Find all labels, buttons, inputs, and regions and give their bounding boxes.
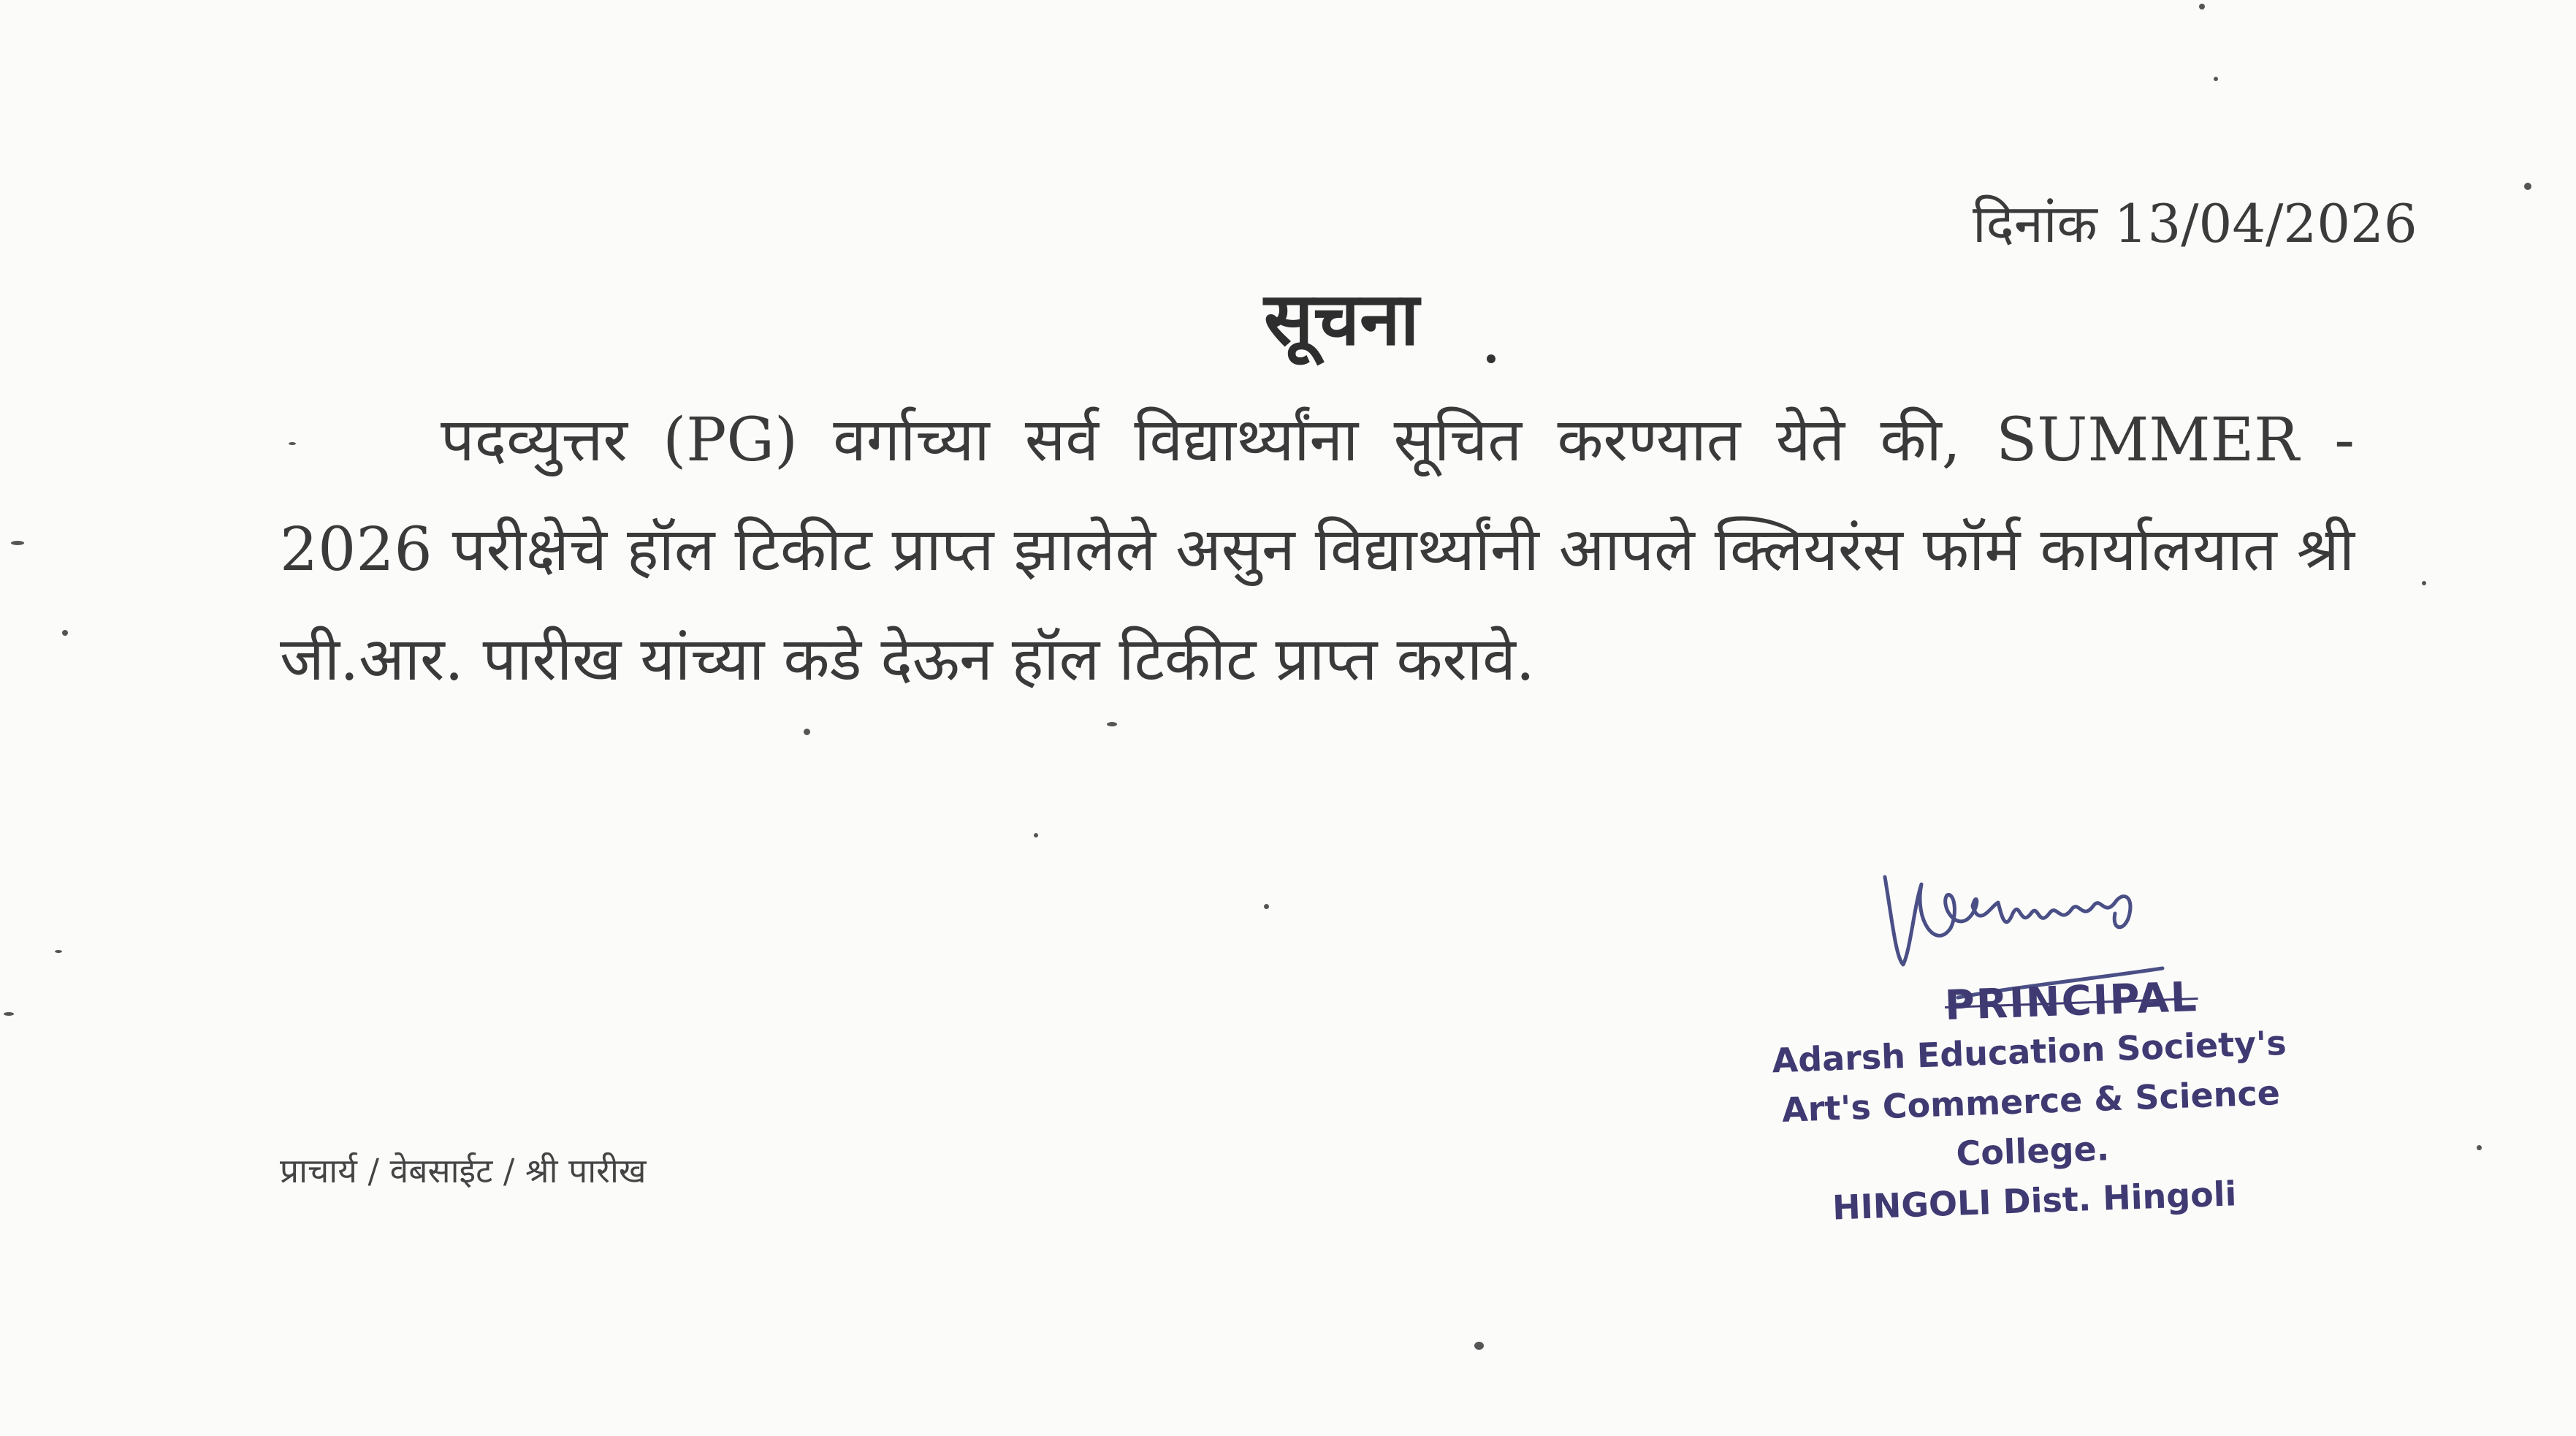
scan-speck (1107, 722, 1117, 726)
notice-title: सूचना (1264, 276, 1420, 362)
scan-speck (1034, 833, 1038, 837)
notice-distribution: प्राचार्य / वेबसाईट / श्री पारीख (280, 1151, 647, 1190)
notice-date: दिनांक 13/04/2026 (1973, 193, 2417, 254)
scan-speck (2422, 581, 2426, 585)
college-stamp (1698, 968, 2363, 1236)
scan-speck (11, 541, 24, 545)
scan-speck (4, 1012, 14, 1016)
scan-speck (2477, 1145, 2482, 1150)
scan-speck (1474, 1342, 1484, 1350)
scan-speck (2214, 77, 2218, 81)
scan-speck (2199, 4, 2205, 10)
scan-speck (289, 442, 296, 445)
scan-speck (804, 729, 810, 735)
scan-speck (1264, 904, 1269, 909)
title-dot (1487, 354, 1495, 363)
stamp-location: HINGOLI Dist. Hingoli (1832, 1174, 2238, 1228)
notice-body: पदव्युत्तर (PG) वर्गाच्या सर्व विद्यार्थ्यांना सूचित करण्यात येते की, SUMMER - 2026 परीक्षेचे हॉल टिकीट प्राप्त झालेले असुन विद्यार्थ्यांनी आपले क्लियरंस फॉर्म कार्यालयात श्री जी.आर. पारीख यांच्या कडे देऊन हॉल टिकीट प्राप्त करावे. (280, 406, 2355, 694)
scan-speck (2524, 183, 2531, 190)
stamp-designation: PRINCIPAL (1943, 973, 2199, 1030)
scan-speck (62, 630, 68, 636)
scan-speck (55, 950, 62, 953)
stamp-college: Art's Commerce & Science College. (1781, 1073, 2281, 1174)
stamp-society: Adarsh Education Society's (1771, 1022, 2287, 1081)
